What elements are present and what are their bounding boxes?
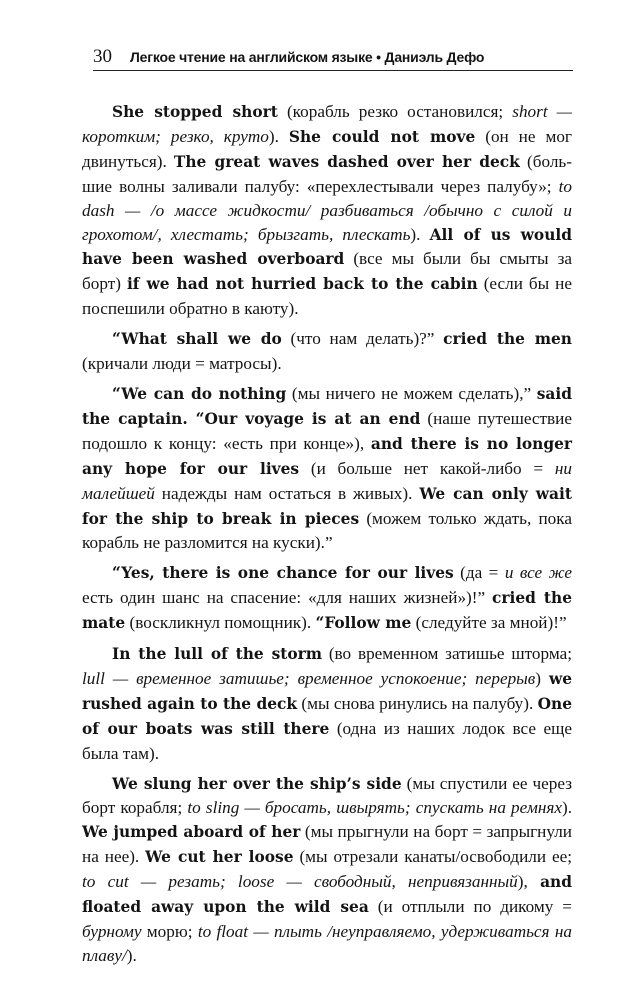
russian-gloss: (мы ничего не можем сделать),” (286, 383, 537, 403)
russian-gloss: (большие волны заливали палубу: «перехлестывали через палубу»; (82, 151, 572, 196)
italic-gloss: to cut — резать; loose — свободный, непривязанный (82, 872, 518, 892)
russian-gloss: (во временном затишье шторма; (322, 644, 572, 664)
russian-gloss: (что нам делать)?” (281, 329, 444, 349)
russian-gloss: ), (517, 872, 541, 892)
english-phrase: cried the mate (82, 589, 572, 633)
english-phrase: We jumped aboard of her (82, 823, 301, 842)
english-phrase: The great waves dashed over her deck (173, 152, 520, 171)
english-phrase: “Yes, there is one chance for our lives (112, 564, 454, 583)
english-phrase: All of us would have been washed overboard (82, 225, 572, 269)
russian-gloss: ) (535, 668, 549, 688)
english-phrase: said the captain. “Our voyage is at an end (82, 384, 572, 428)
russian-gloss: (мы отрезали канаты/освободили ее; (293, 847, 572, 867)
english-phrase: we rushed again to the deck (82, 669, 573, 713)
paragraph (82, 327, 572, 376)
italic-gloss: ни малейшей (82, 458, 572, 503)
running-title: Легкое чтение на английском языке • Даниэль Дефо (130, 49, 485, 65)
italic-gloss: lull — временное затишье; временное успокоение; перерыв (82, 668, 536, 688)
english-phrase: We can only wait for the ship to break in pieces (82, 484, 572, 528)
russian-gloss: (воскликнул помощник). (125, 613, 316, 633)
russian-gloss: (корабль резко остановился; (277, 102, 513, 121)
italic-gloss: to sling — бросать, швырять; спускать на ремнях (187, 798, 562, 818)
russian-gloss: (и отплыли по дикому = (368, 897, 572, 917)
russian-gloss: ). (268, 126, 289, 146)
english-phrase: One of our boats was still there (82, 694, 573, 738)
page-header (93, 46, 573, 71)
page-number: 30 (93, 46, 112, 67)
english-phrase: and there is no longer any hope for our lives (82, 434, 572, 478)
russian-gloss: есть один шанс на спасение: «для наших жизней»)!” (82, 588, 493, 608)
english-phrase: cried the men (443, 330, 572, 349)
italic-gloss: бурному (82, 922, 142, 941)
russian-gloss: ). (126, 945, 137, 965)
russian-gloss: (мы прыгнули на борт = запрыгнули на нее). (82, 822, 572, 867)
paragraph (82, 561, 572, 636)
english-phrase: if we had not hurried back to the cabin (126, 275, 478, 294)
russian-gloss: (он не мог двинуться). (82, 126, 572, 171)
english-phrase: She could not move (288, 127, 476, 146)
english-phrase: “Follow me (315, 614, 412, 633)
russian-gloss: (можем только ждать, пока корабль не разломится на куски).” (82, 508, 572, 553)
italic-gloss: to float — плыть /неуправляемо, удерживаться на плаву/ (82, 922, 572, 965)
english-phrase: “We can do nothing (112, 384, 287, 403)
english-phrase: We cut her loose (145, 848, 294, 867)
russian-gloss: (одна из наших лодок все еще была там). (82, 718, 572, 763)
paragraph (82, 772, 572, 968)
english-phrase: and floated away upon the wild sea (82, 873, 572, 917)
russian-gloss: (следуйте за мной)!” (411, 613, 567, 633)
russian-gloss: (мы спустили ее через борт корабля; (82, 773, 572, 818)
paragraph (82, 642, 572, 766)
english-phrase: In the lull of the storm (112, 645, 323, 664)
english-phrase: We slung her over the ship’s side (112, 774, 402, 793)
english-phrase: “What shall we do (112, 330, 282, 349)
russian-gloss: (да = (453, 563, 505, 583)
russian-gloss: надежды нам остаться в живых). (154, 483, 420, 503)
russian-gloss: (наше путешествие подошло к концу: «есть при конце»), (82, 408, 572, 453)
paragraph (82, 382, 572, 555)
russian-gloss: (мы снова ринулись на палубу). (297, 693, 538, 713)
italic-gloss: и все же (504, 563, 573, 583)
paragraph (82, 100, 572, 321)
page-body (82, 100, 572, 974)
russian-gloss: ). (410, 224, 430, 244)
russian-gloss: (и больше нет какой-либо = (299, 458, 555, 478)
russian-gloss: ). (561, 798, 572, 818)
italic-gloss: to dash — /о массе жидкости/ разбиваться /обычно с силой и грохотом/, хлестать; брызгать, плескать (82, 176, 572, 244)
russian-gloss: (кричали люди = матросы). (82, 354, 282, 374)
russian-gloss: (если бы не поспешили обратно в каюту). (82, 274, 572, 319)
russian-gloss: морю; (141, 922, 198, 941)
russian-gloss: (все мы были бы смыты за борт) (82, 249, 572, 294)
english-phrase: She stopped short (112, 103, 278, 121)
italic-gloss: short — коротким; резко, круто (82, 102, 572, 146)
